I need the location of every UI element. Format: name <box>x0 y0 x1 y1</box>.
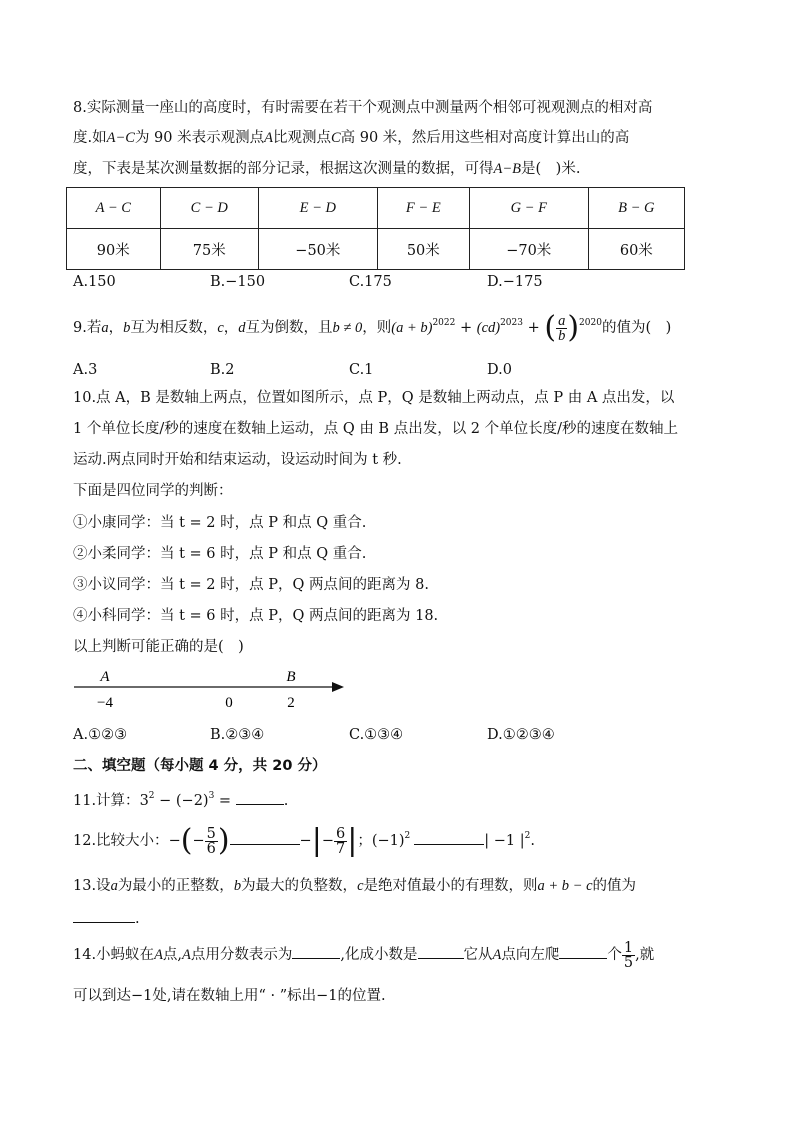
q10-judgement-1: ①小康同学：当 t = 2 时，点 P 和点 Q 重合. <box>73 515 367 531</box>
q10-option-d: D.①②③④ <box>487 727 555 743</box>
q12-answer-blank-1[interactable] <box>230 828 300 845</box>
q10-line1: 10.点 A，B 是数轴上两点，位置如图所示，点 P，Q 是数轴上两动点，点 P 由 A 点出发，以 <box>73 390 675 406</box>
q13-line1: 13.设a为最小的正整数，b为最大的负整数，c是绝对值最小的有理数，则a + b − c的值为 <box>73 878 637 894</box>
table-cell: −70米 <box>469 229 588 270</box>
q8-line1: 8.实际测量一座山的高度时，有时需要在若干个观测点中测量两个相邻可视观测点的相对高 <box>73 100 653 116</box>
q8-line2: 度.如A−C为 90 米表示观测点A比观测点C高 90 米，然后用这些相对高度计算出山的高 <box>73 130 630 146</box>
table-cell: 75米 <box>160 229 258 270</box>
q14-line1: 14.小蚂蚁在A点,A点用分数表示为 ,化成小数是 它从A点向左爬 个 $\frac{1}{5}$ ,就 <box>73 939 655 971</box>
q12-line: 12.比较大小：−(− $\frac{5}{6}$ ) −|− $\frac{6}{7}$ |；$(-1)^2$ | −1 $|^2$. <box>73 823 535 858</box>
table-header-cell: C − D <box>160 188 258 229</box>
q9-option-c: C.1 <box>349 362 374 378</box>
q14-line2: 可以到达−1处,请在数轴上用“ · ”标出−1的位置. <box>73 988 386 1004</box>
number-line-point-label: A <box>100 669 110 685</box>
table-header-cell: E − D <box>258 188 377 229</box>
q8-option-c: C.175 <box>349 274 392 290</box>
table-header-cell: A − C <box>67 188 161 229</box>
q12-fraction-1: $\frac{5}{6}$ <box>206 825 216 857</box>
q10-option-b: B.②③④ <box>210 727 265 743</box>
q10-line5: 以上判断可能正确的是( ) <box>73 639 244 655</box>
q13-line2: . <box>73 906 140 929</box>
number-line <box>66 665 356 713</box>
q8-expr-a-c: A−C <box>106 130 135 146</box>
table-cell: 90米 <box>67 229 161 270</box>
number-line-tick-label: 0 <box>225 695 233 711</box>
number-line-arrow <box>332 682 344 692</box>
q10-judgement-3: ③小议同学：当 t = 2 时，点 P，Q 两点间的距离为 8. <box>73 577 429 593</box>
table-cell: 50米 <box>377 229 469 270</box>
q9-option-a: A.3 <box>73 362 98 378</box>
q8-option-b: B.−150 <box>210 274 266 290</box>
q10-judgement-2: ②小柔同学：当 t = 6 时，点 P 和点 Q 重合. <box>73 546 367 562</box>
q9-line: 9.若a，b互为相反数，c，d互为倒数，且b ≠ 0，则$(a + b)^{2022} + (cd)^{2023}$ + ( $\frac{a}{b}$ )$^{2020}$的值为( ) <box>73 310 672 345</box>
q11-line: 11.计算：$3^2 - (-2)^3$ = . <box>73 788 288 811</box>
section-2-heading: 二、填空题（每小题 4 分，共 20 分） <box>73 758 327 774</box>
number-line-point-label: B <box>286 669 296 685</box>
table-row <box>67 229 685 270</box>
table-header-row <box>67 188 685 229</box>
q14-fraction: $\frac{1}{5}$ <box>623 939 634 971</box>
q8-line3: 度，下表是某次测量数据的部分记录，根据这次测量的数据，可得A−B是( )米. <box>73 161 581 177</box>
number-line-tick-label: 2 <box>287 695 295 711</box>
number-line-tick-label: −4 <box>97 695 113 711</box>
q10-option-c: C.①③④ <box>349 727 404 743</box>
q10-line3: 运动.两点同时开始和结束运动，设运动时间为 t 秒. <box>73 452 402 468</box>
q10-line4: 下面是四位同学的判断： <box>73 483 233 499</box>
q10-judgement-4: ④小科同学：当 t = 6 时，点 P，Q 两点间的距离为 18. <box>73 608 439 624</box>
q13-answer-blank[interactable] <box>73 906 135 923</box>
q12-answer-blank-2[interactable] <box>414 828 484 845</box>
q10-option-a: A.①②③ <box>73 727 128 743</box>
measurement-table <box>66 187 685 270</box>
q14-answer-blank-1[interactable] <box>292 942 340 959</box>
q9-option-d: D.0 <box>487 362 512 378</box>
q9-option-b: B.2 <box>210 362 235 378</box>
q8-option-d: D.−175 <box>487 274 543 290</box>
table-header-cell: B − G <box>588 188 684 229</box>
q12-fraction-2: $\frac{6}{7}$ <box>335 825 346 857</box>
q9-fraction: $\frac{a}{b}$ <box>558 312 566 344</box>
q14-answer-blank-3[interactable] <box>559 942 607 959</box>
q14-answer-blank-2[interactable] <box>418 942 464 959</box>
table-cell: 60米 <box>588 229 684 270</box>
table-header-cell: G − F <box>469 188 588 229</box>
q8-expr-a-b: A−B <box>493 161 521 177</box>
q8-option-a: A.150 <box>73 274 116 290</box>
table-cell: −50米 <box>258 229 377 270</box>
q11-answer-blank[interactable] <box>236 788 284 805</box>
table-header-cell: F − E <box>377 188 469 229</box>
q10-line2: 1 个单位长度/秒的速度在数轴上运动，点 Q 由 B 点出发，以 2 个单位长度/秒的速度在数轴上 <box>73 421 679 437</box>
